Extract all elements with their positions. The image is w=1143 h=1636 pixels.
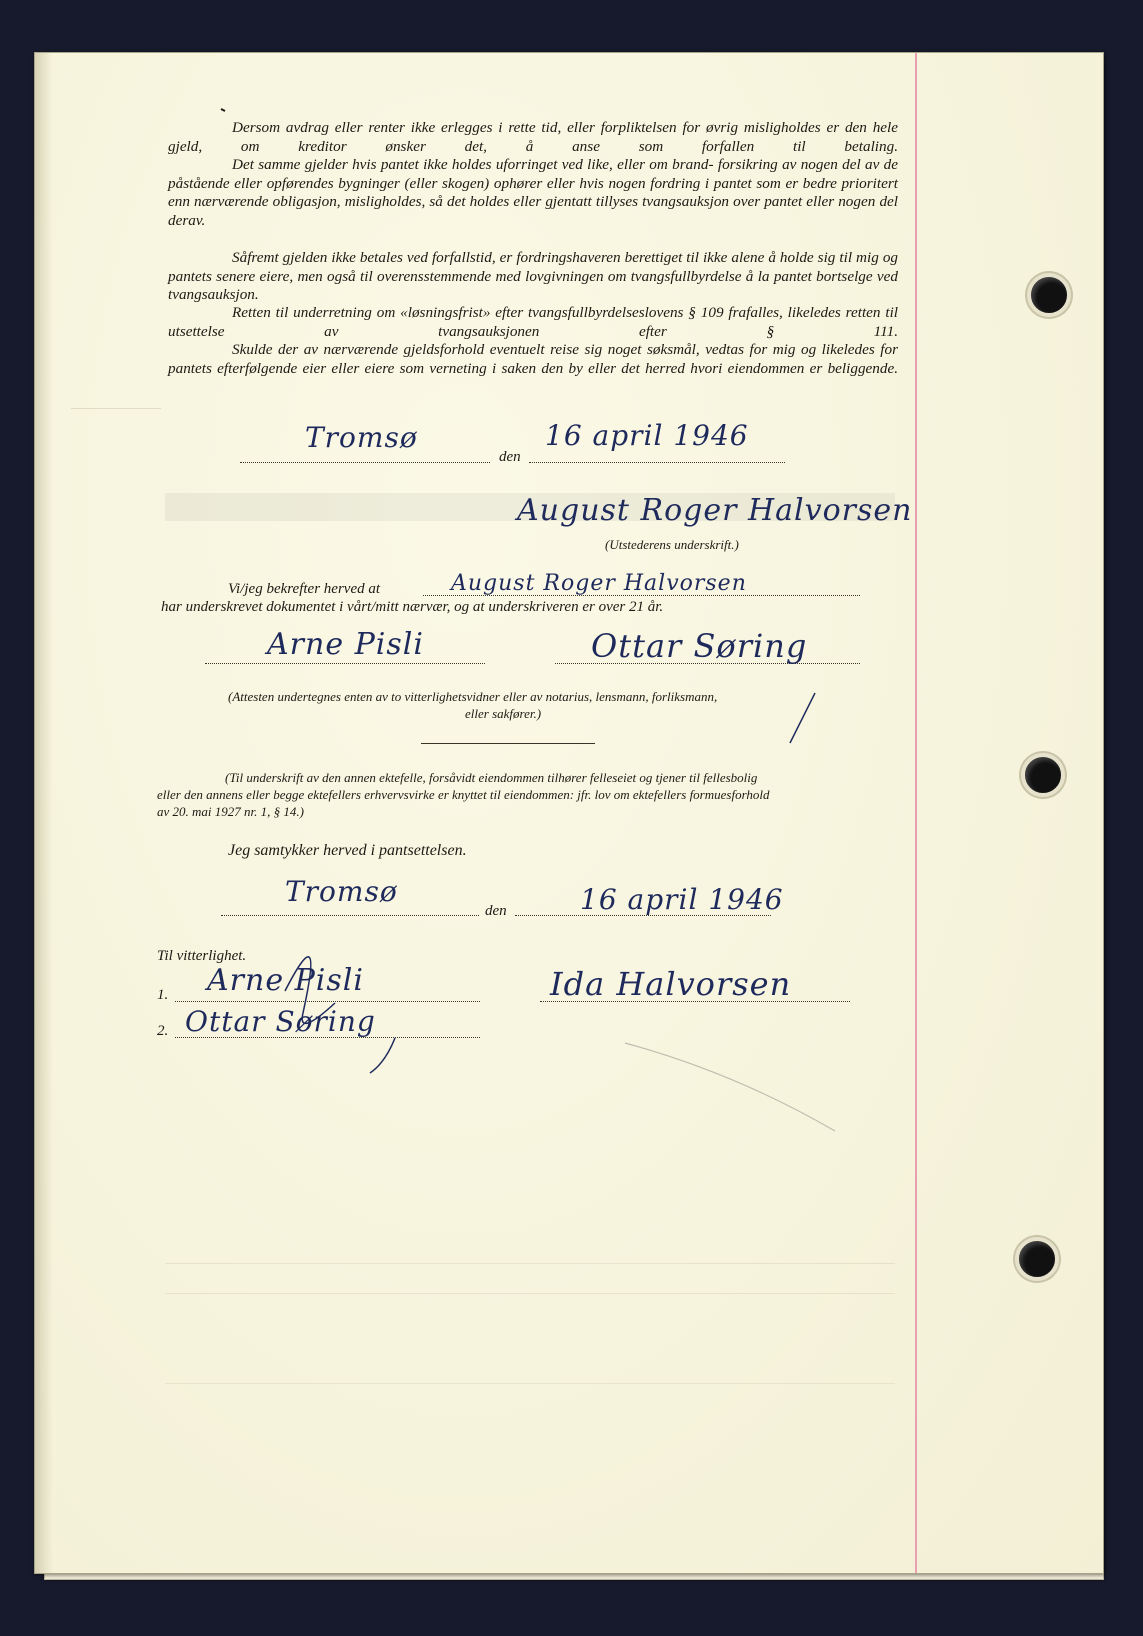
vitterlighet-label: Til vitterlighet. <box>157 948 247 964</box>
spouse-note-cont: av 20. mai 1927 nr. 1, § 14.) <box>157 804 304 819</box>
witness-number-1: 1. <box>157 987 169 1003</box>
attest-note: (Attesten undertegnes enten av to vitterlighetsvidner eller av notarius, lensmann, forliksmann, <box>228 689 718 704</box>
attest-name: August Roger Halvorsen <box>451 571 747 596</box>
attest-statement: har underskrevet dokumentet i vårt/mitt nærvær, og at underskriveren er over 21 år. <box>161 599 664 615</box>
issue-date: 16 april 1946 <box>545 419 749 452</box>
pencil-stroke <box>625 1043 835 1131</box>
consent-witness1-signature: Arne Pisli <box>207 963 364 998</box>
consent-text: Jeg samtykker herved i pantsettelsen. <box>228 842 467 859</box>
consent-date: 16 april 1946 <box>580 883 784 916</box>
flourish-witness2 <box>790 693 815 743</box>
den-label: den <box>499 449 521 465</box>
consent-witness2-signature: Ottar Søring <box>185 1005 376 1038</box>
attest-witness1-signature: Arne Pisli <box>267 627 424 662</box>
paragraph-maturity: Såfremt gjelden ikke betales ved forfallstid, er fordringshaveren berettiget til ikke alene å holde sig til mig og pantets senere eiere, men også til overensstemmende med lovgivningen om tvangsfullbyrdelse å la pantet bortselge ved tvangsauksjon. <box>168 249 899 304</box>
paragraph-default: Dersom avdrag eller renter ikke erlegges i rette tid, eller forpliktelsen for øvrig misligholdes er den hele gjeld, om kreditor ønsker det, å anse som forfallen til betaling. <box>168 119 899 155</box>
bullet-mark <box>221 109 225 111</box>
paragraph-notice: Retten til underretning om «løsningsfrist» efter tvangsfullbyrdelseslovens § 109 frafalles, likeledes retten til utsettelse av tvangsauksjonen efter § 111. <box>168 304 899 340</box>
consent-den-label: den <box>485 903 507 919</box>
spouse-note: (Til underskrift av den annen ektefelle, forsåvidt eiendommen tilhører felleseiet og tjener til fellesbolig <box>225 770 758 785</box>
attest-note-cont: eller sakfører.) <box>465 706 542 721</box>
flourish-consent-w2 <box>370 1038 395 1073</box>
document-page <box>34 52 1104 1574</box>
issuer-signature: August Roger Halvorsen <box>517 493 913 528</box>
signature-caption: (Utstederens underskrift.) <box>605 537 739 552</box>
spouse-signature: Ida Halvorsen <box>550 965 792 1003</box>
flourish-consent-w1 <box>285 957 335 1024</box>
witness-number-2: 2. <box>157 1023 169 1039</box>
attest-prefix: Vi/jeg bekrefter herved at <box>228 581 381 597</box>
attest-witness2-signature: Ottar Søring <box>591 627 808 665</box>
spouse-note-cont: eller den annens eller begge ektefellers erhvervsvirke er knyttet til eiendommen: jfr. lov om ektefellers formuesforhold <box>157 787 770 802</box>
paragraph-venue: Skulde der av nærværende gjeldsforhold eventuelt reise sig noget søksmål, vedtas for mig og likeledes for pantets efterfølgende eier eller eiere som verneting i saken den by eller det herred hvori eiendommen er beliggende. <box>168 341 899 377</box>
issue-place: Tromsø <box>305 421 418 454</box>
signature-flourish <box>35 53 1103 1573</box>
paragraph-deterioration: Det samme gjelder hvis pantet ikke holdes uforringet ved like, eller om brand- forsikring av nogen del av de påstående eller opførendes bygninger (eller skogen) ophører eller hvis nogen fordring i pantet som er bedre prioritert enn nærværende obligasjon, misligholdes, så det holdes eller gjentatt tillyses tvangsauksjon over pantet eller nogen del derav. <box>168 156 899 229</box>
consent-place: Tromsø <box>285 875 398 908</box>
